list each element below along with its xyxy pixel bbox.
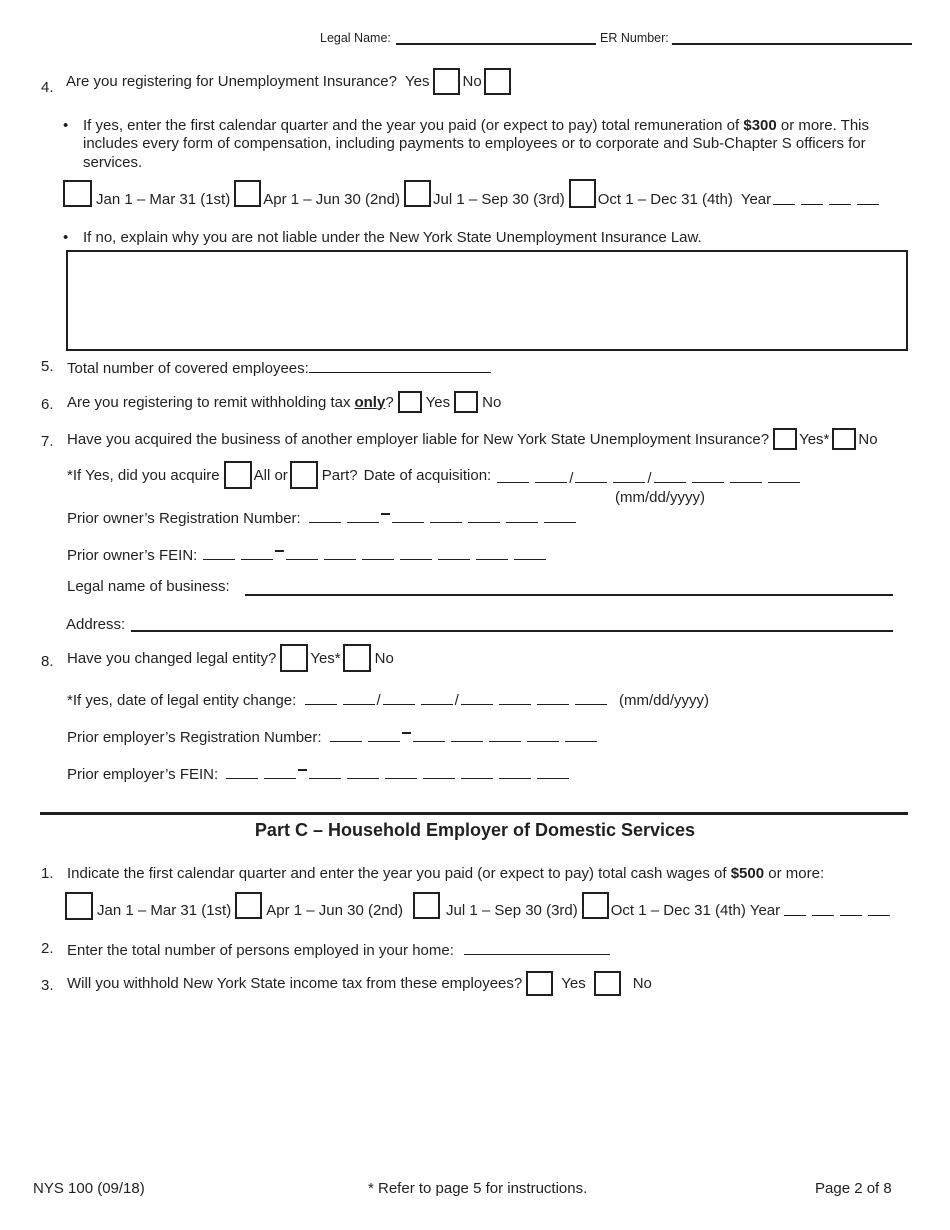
q7-row (67, 428, 878, 450)
q4-amount: $300 (743, 117, 777, 134)
part-c-q4-quarter-label: Oct 1 – Dec 31 (4th) (610, 902, 746, 919)
q4-q4-checkbox[interactable] (569, 179, 596, 208)
q6-yes-checkbox[interactable] (398, 391, 422, 413)
q5-number: 5. (41, 358, 54, 375)
q4-explanation-box[interactable] (66, 250, 908, 351)
q4-no-checkbox[interactable] (484, 68, 511, 95)
q4-yes-checkbox[interactable] (433, 68, 460, 95)
q7-date-label: Date of acquisition: (363, 466, 492, 484)
legal-name-field[interactable] (396, 43, 596, 45)
q4-bullet-yes-line3: services. (83, 154, 143, 171)
q8-date-row (67, 690, 709, 709)
q7-all-label: All or (253, 466, 288, 484)
q7-acquire-row (67, 461, 806, 489)
q4-year-label: Year (740, 191, 772, 208)
q5-row (67, 358, 491, 377)
q4-number: 4. (41, 79, 54, 96)
part-c-q1-label-a: Indicate the first calendar quarter and enter the year you paid (or expect to pay) total cash wages of (67, 865, 727, 882)
part-c-q1-quarter-label: Jan 1 – Mar 31 (1st) (97, 902, 232, 919)
q7-date-format: (mm/dd/yyyy) (615, 489, 705, 506)
q6-label-a: Are you registering to remit withholding tax (67, 393, 351, 411)
part-c-q2-number: 2. (41, 940, 54, 957)
part-c-q3-label: Will you withhold New York State income tax from these employees? (67, 975, 523, 992)
q7-part-label: Part? (321, 466, 358, 484)
header-legal-name-label: Legal Name: (320, 31, 391, 45)
q7-part-checkbox[interactable] (290, 461, 318, 489)
q7-legal-name-label: Legal name of business: (67, 578, 230, 595)
part-c-q3-checkbox[interactable] (413, 892, 440, 919)
q5-field[interactable] (309, 358, 491, 373)
q4-quarter-row (63, 178, 879, 209)
q8-prior-reg-label: Prior employer’s Registration Number: (67, 729, 322, 746)
q4-q1-label: Jan 1 – Mar 31 (1st) (96, 191, 231, 208)
part-c-q3-number: 3. (41, 977, 54, 994)
q7-prior-fein-row (67, 545, 552, 564)
q7-prior-reg-label: Prior owner’s Registration Number: (67, 510, 301, 527)
q4-q3-checkbox[interactable] (404, 180, 431, 207)
q8-prior-reg-row (67, 727, 603, 746)
q8-yes-label: Yes* (310, 649, 341, 667)
q8-question: Have you changed legal entity? (67, 649, 277, 667)
q4-bullet-yes-line1 (83, 117, 869, 134)
q8-date-label: *If yes, date of legal entity change: (67, 692, 297, 709)
q6-row (67, 391, 505, 413)
q7-prior-fein-label: Prior owner’s FEIN: (67, 547, 198, 564)
part-c-q3-yes-label: Yes (561, 975, 586, 992)
part-c-title: Part C – Household Employer of Domestic Services (254, 820, 696, 840)
q7-address-field[interactable] (131, 630, 893, 632)
q4-no-label: No (462, 73, 482, 90)
q8-no-checkbox[interactable] (343, 644, 371, 672)
q4-q2-label: Apr 1 – Jun 30 (2nd) (263, 191, 400, 208)
part-c-year-label: Year (749, 902, 781, 919)
q8-prior-reg-field[interactable] (330, 729, 603, 746)
q6-no-label: No (482, 393, 502, 411)
q4-year-field[interactable] (773, 190, 879, 209)
q4-bullet-yes-text-b: or more. This (780, 117, 870, 134)
bullet-icon: • (63, 117, 69, 134)
q4-q3-label: Jul 1 – Sep 30 (3rd) (433, 191, 565, 208)
q7-all-checkbox[interactable] (224, 461, 252, 489)
part-c-year-field[interactable] (784, 901, 890, 920)
q4-question: Are you registering for Unemployment Insurance? (66, 73, 397, 90)
part-c-q1-row (67, 865, 824, 882)
q7-acquire-label: *If Yes, did you acquire (67, 466, 220, 484)
part-c-q2-label: Enter the total number of persons employed in your home: (67, 942, 454, 959)
q7-prior-reg-field[interactable] (309, 510, 582, 527)
q8-yes-checkbox[interactable] (280, 644, 308, 672)
part-c-q3-no-label: No (632, 975, 652, 992)
q4-bullet-no: If no, explain why you are not liable under the New York State Unemployment Insurance Law. (83, 229, 702, 246)
part-c-q1-label-b: or more: (768, 865, 825, 882)
part-c-q2-row (67, 940, 610, 959)
part-c-q3-row (67, 971, 652, 996)
q6-yes-label: Yes (425, 393, 451, 411)
q7-question: Have you acquired the business of another employer liable for New York State Unemployment Insurance? (67, 430, 770, 448)
q8-prior-fein-label: Prior employer’s FEIN: (67, 766, 219, 783)
q7-no-checkbox[interactable] (832, 428, 856, 450)
part-c-q4-checkbox[interactable] (582, 892, 609, 919)
footer-page: Page 2 of 8 (815, 1180, 892, 1197)
bullet-icon: • (63, 229, 69, 246)
q4-q4-label: Oct 1 – Dec 31 (4th) (597, 191, 733, 208)
q7-number: 7. (41, 433, 54, 450)
part-c-q3-quarter-label: Jul 1 – Sep 30 (3rd) (446, 902, 578, 919)
part-c-q1-checkbox[interactable] (65, 892, 93, 920)
part-c-quarter-row (65, 891, 890, 920)
q8-date-format: (mm/dd/yyyy) (619, 692, 710, 709)
q7-date-field[interactable]: / / (497, 468, 805, 487)
part-c-q3-yes-checkbox[interactable] (526, 971, 553, 996)
q7-address-label: Address: (66, 616, 126, 633)
header-er-number-label: ER Number: (600, 31, 669, 45)
q4-yes-label: Yes (405, 73, 430, 90)
q6-number: 6. (41, 396, 54, 413)
q6-label-only: only (354, 393, 386, 411)
er-number-field[interactable] (672, 43, 912, 45)
part-c-q1-amount: $500 (730, 865, 765, 882)
q4-bullet-yes-text-a: If yes, enter the first calendar quarter and the year you paid (or expect to pay) total remuneration of (83, 117, 740, 134)
q6-no-checkbox[interactable] (454, 391, 478, 413)
q8-prior-fein-field[interactable] (226, 766, 575, 783)
part-c-q1-number: 1. (41, 865, 54, 882)
q4-row (66, 68, 511, 95)
q8-row (67, 644, 394, 672)
q7-prior-reg-row (67, 508, 582, 527)
q8-date-field[interactable]: / / (305, 692, 618, 709)
q4-q1-checkbox[interactable] (63, 180, 92, 207)
q4-bullet-yes-line2: includes every form of compensation, including payments to employees or to corporate and Sub-Chapter S officers for (83, 135, 866, 152)
q6-label-b: ? (385, 393, 394, 411)
part-c-q2-checkbox[interactable] (235, 892, 262, 919)
section-divider (40, 812, 908, 815)
q8-prior-fein-row (67, 764, 575, 783)
footer-form-id: NYS 100 (09/18) (33, 1180, 145, 1197)
part-c-q2-quarter-label: Apr 1 – Jun 30 (2nd) (266, 902, 403, 919)
q8-number: 8. (41, 653, 54, 670)
q7-yes-label: Yes* (799, 430, 830, 448)
footer-note: * Refer to page 5 for instructions. (368, 1180, 588, 1197)
part-c-q2-field[interactable] (464, 940, 610, 955)
q7-no-label: No (858, 430, 878, 448)
q8-no-label: No (374, 649, 394, 667)
part-c-q3-no-checkbox[interactable] (594, 971, 621, 996)
q7-yes-checkbox[interactable] (773, 428, 797, 450)
q4-q2-checkbox[interactable] (234, 180, 261, 207)
q5-label: Total number of covered employees: (67, 360, 309, 377)
q7-prior-fein-field[interactable] (203, 547, 552, 564)
q7-legal-name-field[interactable] (245, 594, 893, 596)
